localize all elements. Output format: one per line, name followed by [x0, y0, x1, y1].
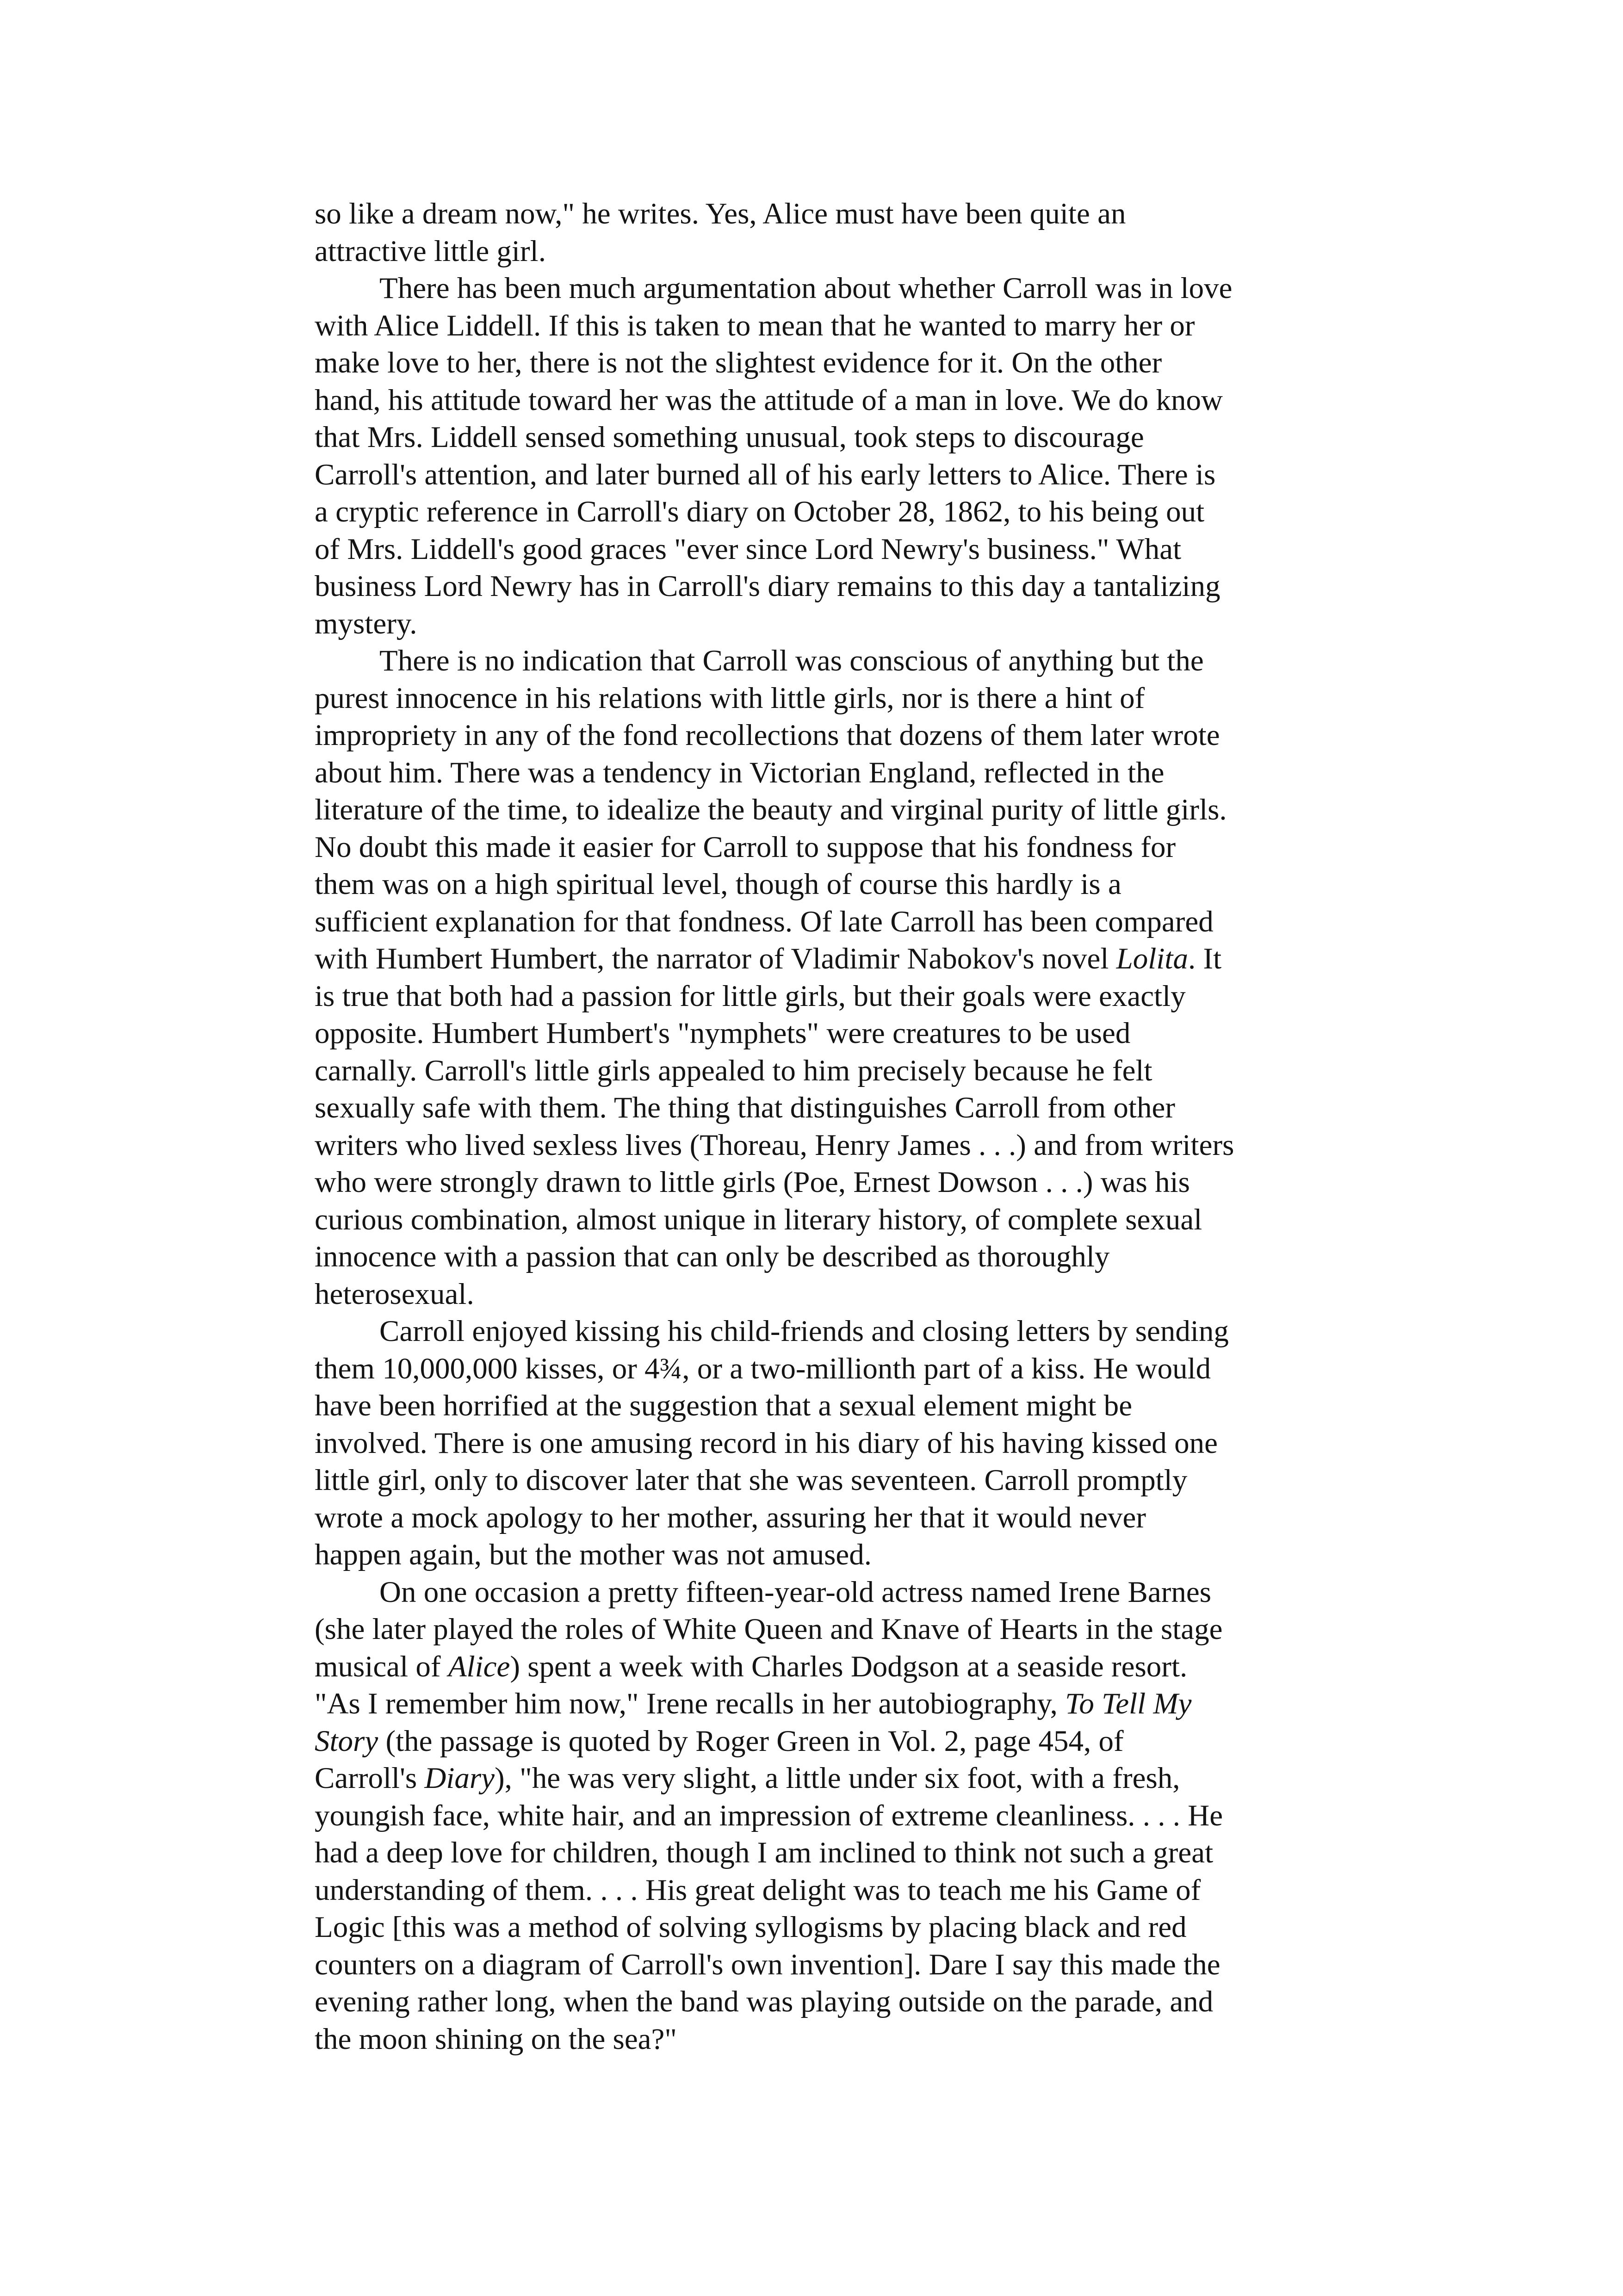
text-segment: Carroll enjoyed kissing his child-friends and closing letters by sending: [379, 1315, 1229, 1348]
text-segment: sufficient explanation for that fondness. Of late Carroll has been compared: [315, 905, 1214, 938]
text-line: [315, 2021, 1332, 2058]
text-segment: is true that both had a passion for little girls, but their goals were exactly: [315, 979, 1186, 1013]
italic-title: To Tell My: [1065, 1687, 1192, 1720]
text-line: [315, 1760, 1332, 1797]
text-line: [315, 1834, 1332, 1872]
text-line: [315, 233, 1332, 270]
text-line: [315, 1872, 1332, 1909]
text-segment: writers who lived sexless lives (Thoreau, Henry James . . .) and from writers: [315, 1128, 1234, 1162]
text-segment: ) spent a week with Charles Dodgson at a seaside resort.: [510, 1650, 1188, 1683]
text-line: [315, 1648, 1332, 1686]
text-segment: have been horrified at the suggestion that a sexual element might be: [315, 1389, 1133, 1422]
text-segment: Carroll's: [315, 1762, 425, 1795]
text-line: [315, 344, 1332, 382]
text-line: [315, 903, 1332, 941]
text-segment: wrote a mock apology to her mother, assuring her that it would never: [315, 1501, 1146, 1534]
text-line: [315, 791, 1332, 829]
text-segment: that Mrs. Liddell sensed something unusual, took steps to discourage: [315, 421, 1144, 454]
text-line: [315, 829, 1332, 866]
text-segment: little girl, only to discover later that she was seventeen. Carroll promptly: [315, 1464, 1188, 1497]
text-line: [315, 1276, 1332, 1313]
text-line: [315, 1127, 1332, 1164]
text-segment: No doubt this made it easier for Carroll to suppose that his fondness for: [315, 830, 1176, 864]
text-line: [315, 754, 1332, 792]
text-line: [315, 1089, 1332, 1127]
text-line: [315, 382, 1332, 419]
text-segment: . It: [1188, 942, 1222, 975]
text-segment: so like a dream now," he writes. Yes, Alice must have been quite an: [315, 197, 1126, 230]
text-line: [315, 1946, 1332, 1984]
text-segment: them 10,000,000 kisses, or 4¾, or a two-millionth part of a kiss. He would: [315, 1352, 1211, 1385]
text-segment: innocence with a passion that can only be described as thoroughly: [315, 1240, 1110, 1273]
text-line: [315, 1983, 1332, 2021]
text-line: [315, 866, 1332, 903]
text-line: [315, 1611, 1332, 1648]
text-segment: involved. There is one amusing record in his diary of his having kissed one: [315, 1426, 1218, 1460]
italic-title: Alice: [448, 1650, 510, 1683]
paragraph-first-line: [315, 1574, 1332, 1611]
text-line: [315, 1201, 1332, 1239]
paragraph-first-line: [315, 1313, 1332, 1350]
text-segment: Logic [this was a method of solving syllogisms by placing black and red: [315, 1911, 1187, 1944]
text-segment: a cryptic reference in Carroll's diary on October 28, 1862, to his being out: [315, 495, 1205, 528]
text-line: [315, 1797, 1332, 1835]
text-segment: curious combination, almost unique in literary history, of complete sexual: [315, 1203, 1202, 1236]
text-line: [315, 680, 1332, 717]
paragraph-first-line: [315, 270, 1332, 307]
text-line: [315, 1350, 1332, 1388]
text-line: [315, 717, 1332, 754]
text-segment: "As I remember him now," Irene recalls in her autobiography,: [315, 1687, 1065, 1720]
text-segment: There is no indication that Carroll was conscious of anything but the: [379, 644, 1204, 677]
text-segment: literature of the time, to idealize the beauty and virginal purity of little girls.: [315, 793, 1227, 826]
text-segment: Carroll's attention, and later burned all of his early letters to Alice. There is: [315, 458, 1216, 491]
text-line: [315, 1052, 1332, 1090]
text-segment: (the passage is quoted by Roger Green in Vol. 2, page 454, of: [378, 1724, 1124, 1758]
text-line: [315, 940, 1332, 978]
text-segment: (she later played the roles of White Queen and Knave of Hearts in the stage: [315, 1613, 1223, 1646]
italic-title: Diary: [424, 1762, 495, 1795]
text-line: [315, 568, 1332, 605]
text-line: [315, 493, 1332, 531]
text-segment: ), "he was very slight, a little under six foot, with a fresh,: [495, 1762, 1180, 1795]
text-segment: evening rather long, when the band was playing outside on the parade, and: [315, 1985, 1214, 2018]
text-segment: with Alice Liddell. If this is taken to mean that he wanted to marry her or: [315, 309, 1195, 342]
text-line: [315, 1015, 1332, 1052]
text-line: [315, 1238, 1332, 1276]
text-segment: make love to her, there is not the slightest evidence for it. On the other: [315, 346, 1162, 379]
text-line: [315, 419, 1332, 456]
body-text: [315, 195, 1332, 2058]
text-line: [315, 1499, 1332, 1537]
text-segment: carnally. Carroll's little girls appealed to him precisely because he felt: [315, 1054, 1152, 1087]
text-line: [315, 195, 1332, 233]
text-segment: sexually safe with them. The thing that distinguishes Carroll from other: [315, 1091, 1175, 1124]
text-line: [315, 1425, 1332, 1462]
text-segment: heterosexual.: [315, 1277, 474, 1311]
text-line: [315, 1909, 1332, 1946]
text-line: [315, 1387, 1332, 1425]
text-segment: who were strongly drawn to little girls (Poe, Ernest Dowson . . .) was his: [315, 1166, 1190, 1199]
text-segment: hand, his attitude toward her was the attitude of a man in love. We do know: [315, 383, 1223, 417]
text-line: [315, 531, 1332, 568]
text-line: [315, 605, 1332, 643]
text-segment: opposite. Humbert Humbert's "nymphets" were creatures to be used: [315, 1017, 1131, 1050]
text-segment: them was on a high spiritual level, though of course this hardly is a: [315, 868, 1121, 901]
text-segment: mystery.: [315, 607, 417, 640]
text-segment: purest innocence in his relations with little girls, nor is there a hint of: [315, 681, 1145, 715]
text-segment: impropriety in any of the fond recollections that dozens of them later wrote: [315, 719, 1220, 752]
text-line: [315, 978, 1332, 1015]
text-segment: There has been much argumentation about whether Carroll was in love: [379, 272, 1233, 305]
text-line: [315, 1536, 1332, 1574]
text-line: [315, 1164, 1332, 1201]
italic-title: Story: [315, 1724, 378, 1758]
text-segment: with Humbert Humbert, the narrator of Vladimir Nabokov's novel: [315, 942, 1116, 975]
text-segment: counters on a diagram of Carroll's own invention]. Dare I say this made the: [315, 1948, 1220, 1981]
text-segment: musical of: [315, 1650, 448, 1683]
text-line: [315, 1723, 1332, 1760]
italic-title: Lolita: [1116, 942, 1188, 975]
text-segment: youngish face, white hair, and an impression of extreme cleanliness. . . . He: [315, 1799, 1223, 1832]
text-segment: about him. There was a tendency in Victorian England, reflected in the: [315, 756, 1165, 789]
text-line: [315, 1462, 1332, 1499]
text-segment: happen again, but the mother was not amused.: [315, 1538, 872, 1571]
text-segment: understanding of them. . . . His great delight was to teach me his Game of: [315, 1873, 1201, 1907]
text-segment: On one occasion a pretty fifteen-year-old actress named Irene Barnes: [379, 1575, 1212, 1609]
text-segment: business Lord Newry has in Carroll's diary remains to this day a tantalizing: [315, 570, 1220, 603]
text-segment: of Mrs. Liddell's good graces "ever since Lord Newry's business." What: [315, 532, 1182, 566]
text-segment: attractive little girl.: [315, 234, 546, 268]
text-line: [315, 307, 1332, 345]
text-segment: had a deep love for children, though I am inclined to think not such a great: [315, 1836, 1214, 1869]
text-line: [315, 1685, 1332, 1723]
text-line: [315, 456, 1332, 494]
paragraph-first-line: [315, 642, 1332, 680]
text-segment: the moon shining on the sea?": [315, 2022, 677, 2056]
